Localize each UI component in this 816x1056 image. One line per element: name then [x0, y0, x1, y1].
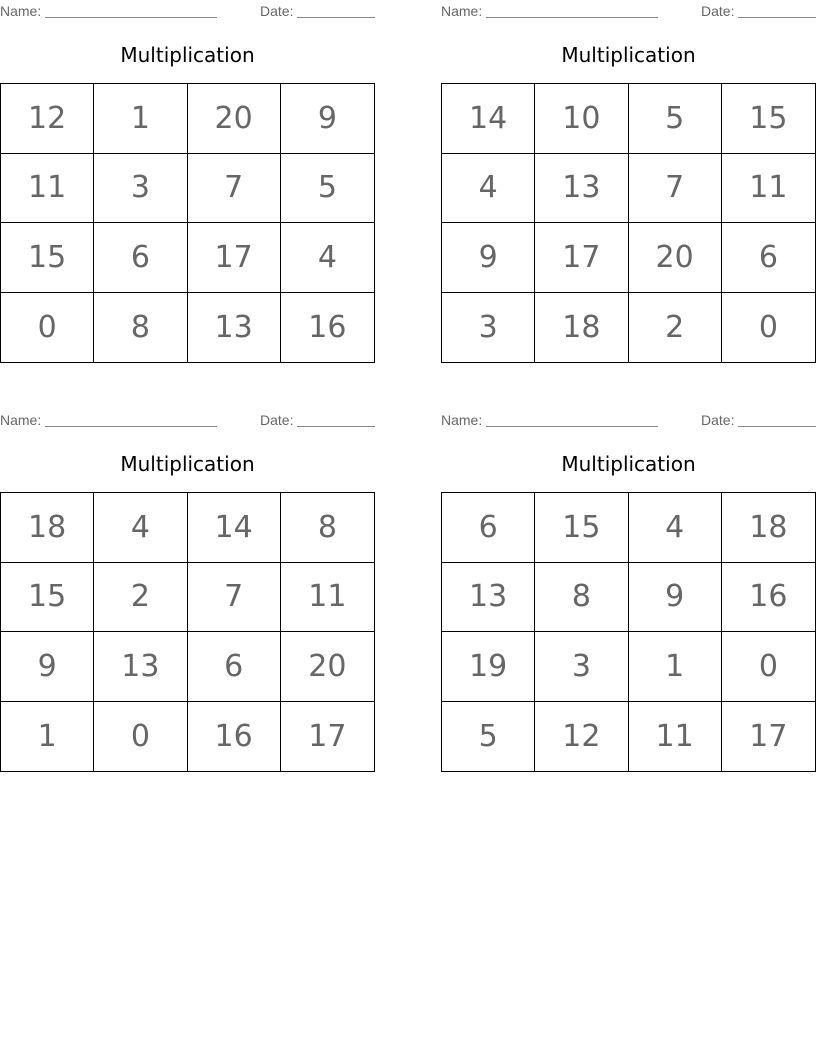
grid-cell: 13 [442, 563, 535, 633]
multiplication-card [441, 409, 816, 754]
grid-cell: 17 [535, 223, 628, 293]
card-title: Multiplication [120, 43, 255, 67]
grid-cell: 1 [629, 632, 722, 702]
grid-cell: 0 [1, 293, 94, 363]
grid-cell: 8 [535, 563, 628, 633]
grid-cell: 11 [281, 563, 374, 633]
card-title: Multiplication [561, 452, 696, 476]
name-label: Name: [441, 3, 483, 19]
grid-cell: 9 [281, 84, 374, 154]
grid-cell: 8 [94, 293, 187, 363]
multiplication-card [0, 409, 375, 754]
date-label: Date: [701, 3, 735, 19]
number-grid [441, 83, 816, 363]
grid-cell: 1 [1, 702, 94, 772]
grid-cell: 12 [535, 702, 628, 772]
grid-cell: 2 [629, 293, 722, 363]
date-blank-line[interactable] [297, 17, 375, 18]
date-label: Date: [260, 412, 294, 428]
grid-cell: 4 [442, 154, 535, 224]
name-blank-line[interactable] [486, 17, 658, 18]
date-label: Date: [701, 412, 735, 428]
grid-cell: 3 [535, 632, 628, 702]
name-label: Name: [0, 3, 42, 19]
grid-cell: 18 [722, 493, 815, 563]
grid-cell: 6 [722, 223, 815, 293]
grid-cell: 9 [1, 632, 94, 702]
grid-cell: 6 [442, 493, 535, 563]
name-date-line [0, 0, 375, 20]
grid-cell: 14 [188, 493, 281, 563]
grid-cell: 18 [1, 493, 94, 563]
grid-cell: 6 [188, 632, 281, 702]
grid-cell: 2 [94, 563, 187, 633]
grid-cell: 17 [749, 718, 788, 754]
name-label: Name: [0, 412, 42, 428]
grid-cell: 20 [629, 223, 722, 293]
grid-cell: 5 [442, 702, 535, 772]
grid-cell: 17 [188, 223, 281, 293]
grid-cell: 4 [281, 223, 374, 293]
grid-cell: 13 [94, 632, 187, 702]
grid-cell: 11 [629, 702, 722, 772]
number-grid [0, 492, 375, 772]
grid-cell: 7 [629, 154, 722, 224]
grid-cell: 9 [629, 563, 722, 633]
grid-cell: 0 [758, 309, 778, 345]
grid-cell: 15 [1, 563, 94, 633]
date-blank-line[interactable] [738, 426, 816, 427]
grid-cell: 14 [442, 84, 535, 154]
grid-cell: 0 [722, 632, 815, 702]
grid-cell: 5 [281, 154, 374, 224]
grid-cell: 4 [94, 493, 187, 563]
grid-cell: 16 [722, 563, 815, 633]
grid-cell: 16 [308, 309, 347, 345]
grid-cell: 17 [308, 718, 347, 754]
date-label: Date: [260, 3, 294, 19]
grid-cell: 8 [281, 493, 374, 563]
name-label: Name: [441, 412, 483, 428]
grid-cell: 4 [629, 493, 722, 563]
grid-cell: 13 [188, 293, 281, 363]
name-date-line [441, 409, 816, 429]
name-blank-line[interactable] [486, 426, 658, 427]
grid-cell: 7 [188, 563, 281, 633]
grid-cell: 7 [188, 154, 281, 224]
grid-cell: 15 [535, 493, 628, 563]
grid-cell: 18 [535, 293, 628, 363]
grid-cell: 20 [281, 632, 374, 702]
grid-cell: 6 [94, 223, 187, 293]
grid-cell: 5 [629, 84, 722, 154]
grid-cell: 15 [1, 223, 94, 293]
name-date-line [441, 0, 816, 20]
multiplication-card [0, 0, 375, 345]
grid-cell: 20 [188, 84, 281, 154]
card-title: Multiplication [561, 43, 696, 67]
grid-cell: 9 [442, 223, 535, 293]
number-grid [441, 492, 816, 772]
grid-cell: 19 [442, 632, 535, 702]
grid-cell: 12 [1, 84, 94, 154]
name-blank-line[interactable] [45, 426, 217, 427]
multiplication-card [441, 0, 816, 345]
grid-cell: 1 [94, 84, 187, 154]
grid-cell: 3 [94, 154, 187, 224]
grid-cell: 0 [94, 702, 187, 772]
grid-cell: 15 [722, 84, 815, 154]
name-date-line [0, 409, 375, 429]
grid-cell: 11 [1, 154, 94, 224]
grid-cell: 16 [188, 702, 281, 772]
card-title: Multiplication [120, 452, 255, 476]
date-blank-line[interactable] [738, 17, 816, 18]
grid-cell: 10 [535, 84, 628, 154]
grid-cell: 3 [442, 293, 535, 363]
number-grid [0, 83, 375, 363]
date-blank-line[interactable] [297, 426, 375, 427]
grid-cell: 11 [722, 154, 815, 224]
grid-cell: 13 [535, 154, 628, 224]
name-blank-line[interactable] [45, 17, 217, 18]
